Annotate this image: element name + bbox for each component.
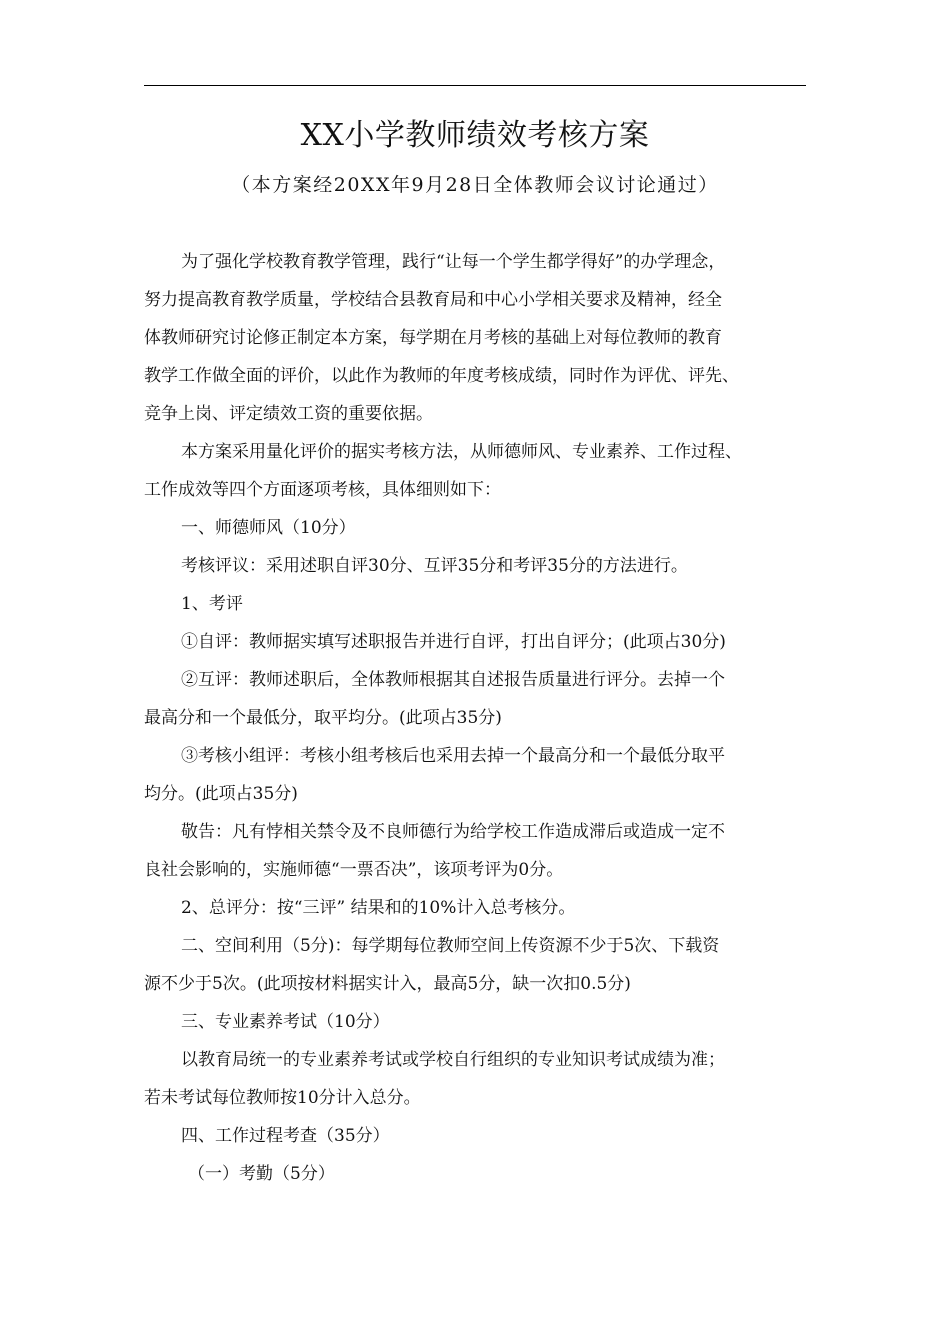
paragraph-line: 敬告：凡有悖相关禁令及不良师德行为给学校工作造成滞后或造成一定不 bbox=[181, 822, 725, 842]
paragraph-line: 考核评议：采用述职自评30分、互评35分和考评35分的方法进行。 bbox=[181, 556, 688, 576]
paragraph-line: 本方案采用量化评价的据实考核方法，从师德师风、专业素养、工作过程、 bbox=[181, 442, 742, 462]
paragraph-line: 三、专业素养考试（10分） bbox=[181, 1012, 390, 1032]
body-paragraph bbox=[144, 1155, 806, 1193]
body-paragraph bbox=[144, 433, 806, 509]
header-rule bbox=[144, 85, 806, 86]
body-paragraph bbox=[144, 547, 806, 585]
body-paragraph bbox=[144, 1003, 806, 1041]
body-paragraph bbox=[144, 813, 806, 889]
body-paragraph bbox=[144, 623, 806, 661]
paragraph-line: 体教师研究讨论修正制定本方案，每学期在月考核的基础上对每位教师的教育 bbox=[144, 328, 722, 348]
paragraph-line: 二、空间利用（5分)：每学期每位教师空间上传资源不少于5次、下载资 bbox=[181, 936, 720, 956]
paragraph-line: 四、工作过程考查（35分） bbox=[181, 1126, 390, 1146]
body-paragraph bbox=[144, 585, 806, 623]
paragraph-line: 良社会影响的，实施师德“一票否决”，该项考评为0分。 bbox=[144, 860, 564, 880]
document-title: XX小学教师绩效考核方案 bbox=[300, 118, 650, 153]
paragraph-line: 2、总评分：按“三评” 结果和的10%计入总考核分。 bbox=[181, 898, 576, 918]
body-paragraph bbox=[144, 243, 806, 433]
document-body bbox=[144, 243, 806, 1193]
body-paragraph bbox=[144, 1041, 806, 1117]
body-paragraph bbox=[144, 1117, 806, 1155]
paragraph-line: 均分。(此项占35分) bbox=[144, 784, 298, 804]
paragraph-line: （一）考勤（5分） bbox=[188, 1164, 335, 1184]
paragraph-line: 工作成效等四个方面逐项考核，具体细则如下： bbox=[144, 480, 501, 500]
paragraph-line: 竞争上岗、评定绩效工资的重要依据。 bbox=[144, 404, 433, 424]
paragraph-line: 一、师德师风（10分） bbox=[181, 518, 356, 538]
body-paragraph bbox=[144, 509, 806, 547]
paragraph-line: ②互评：教师述职后，全体教师根据其自述报告质量进行评分。去掉一个 bbox=[181, 670, 725, 690]
paragraph-line: ①自评：教师据实填写述职报告并进行自评，打出自评分；(此项占30分) bbox=[181, 632, 726, 652]
paragraph-line: 教学工作做全面的评价，以此作为教师的年度考核成绩，同时作为评优、评先、 bbox=[144, 366, 739, 386]
paragraph-line: 为了强化学校教育教学管理，践行“让每一个学生都学得好”的办学理念， bbox=[181, 252, 726, 272]
document-subtitle: （本方案经20XX年9月28日全体教师会议讨论通过） bbox=[231, 174, 719, 196]
paragraph-line: ③考核小组评：考核小组考核后也采用去掉一个最高分和一个最低分取平 bbox=[181, 746, 725, 766]
paragraph-line: 1、考评 bbox=[181, 594, 243, 614]
body-paragraph bbox=[144, 737, 806, 813]
paragraph-line: 最高分和一个最低分，取平均分。(此项占35分) bbox=[144, 708, 502, 728]
body-paragraph bbox=[144, 927, 806, 1003]
paragraph-line: 努力提高教育教学质量，学校结合县教育局和中心小学相关要求及精神，经全 bbox=[144, 290, 722, 310]
paragraph-line: 以教育局统一的专业素养考试或学校自行组织的专业知识考试成绩为准； bbox=[181, 1050, 725, 1070]
paragraph-line: 若未考试每位教师按10分计入总分。 bbox=[144, 1088, 421, 1108]
body-paragraph bbox=[144, 889, 806, 927]
paragraph-line: 源不少于5次。(此项按材料据实计入，最高5分，缺一次扣0.5分) bbox=[144, 974, 631, 994]
body-paragraph bbox=[144, 661, 806, 737]
